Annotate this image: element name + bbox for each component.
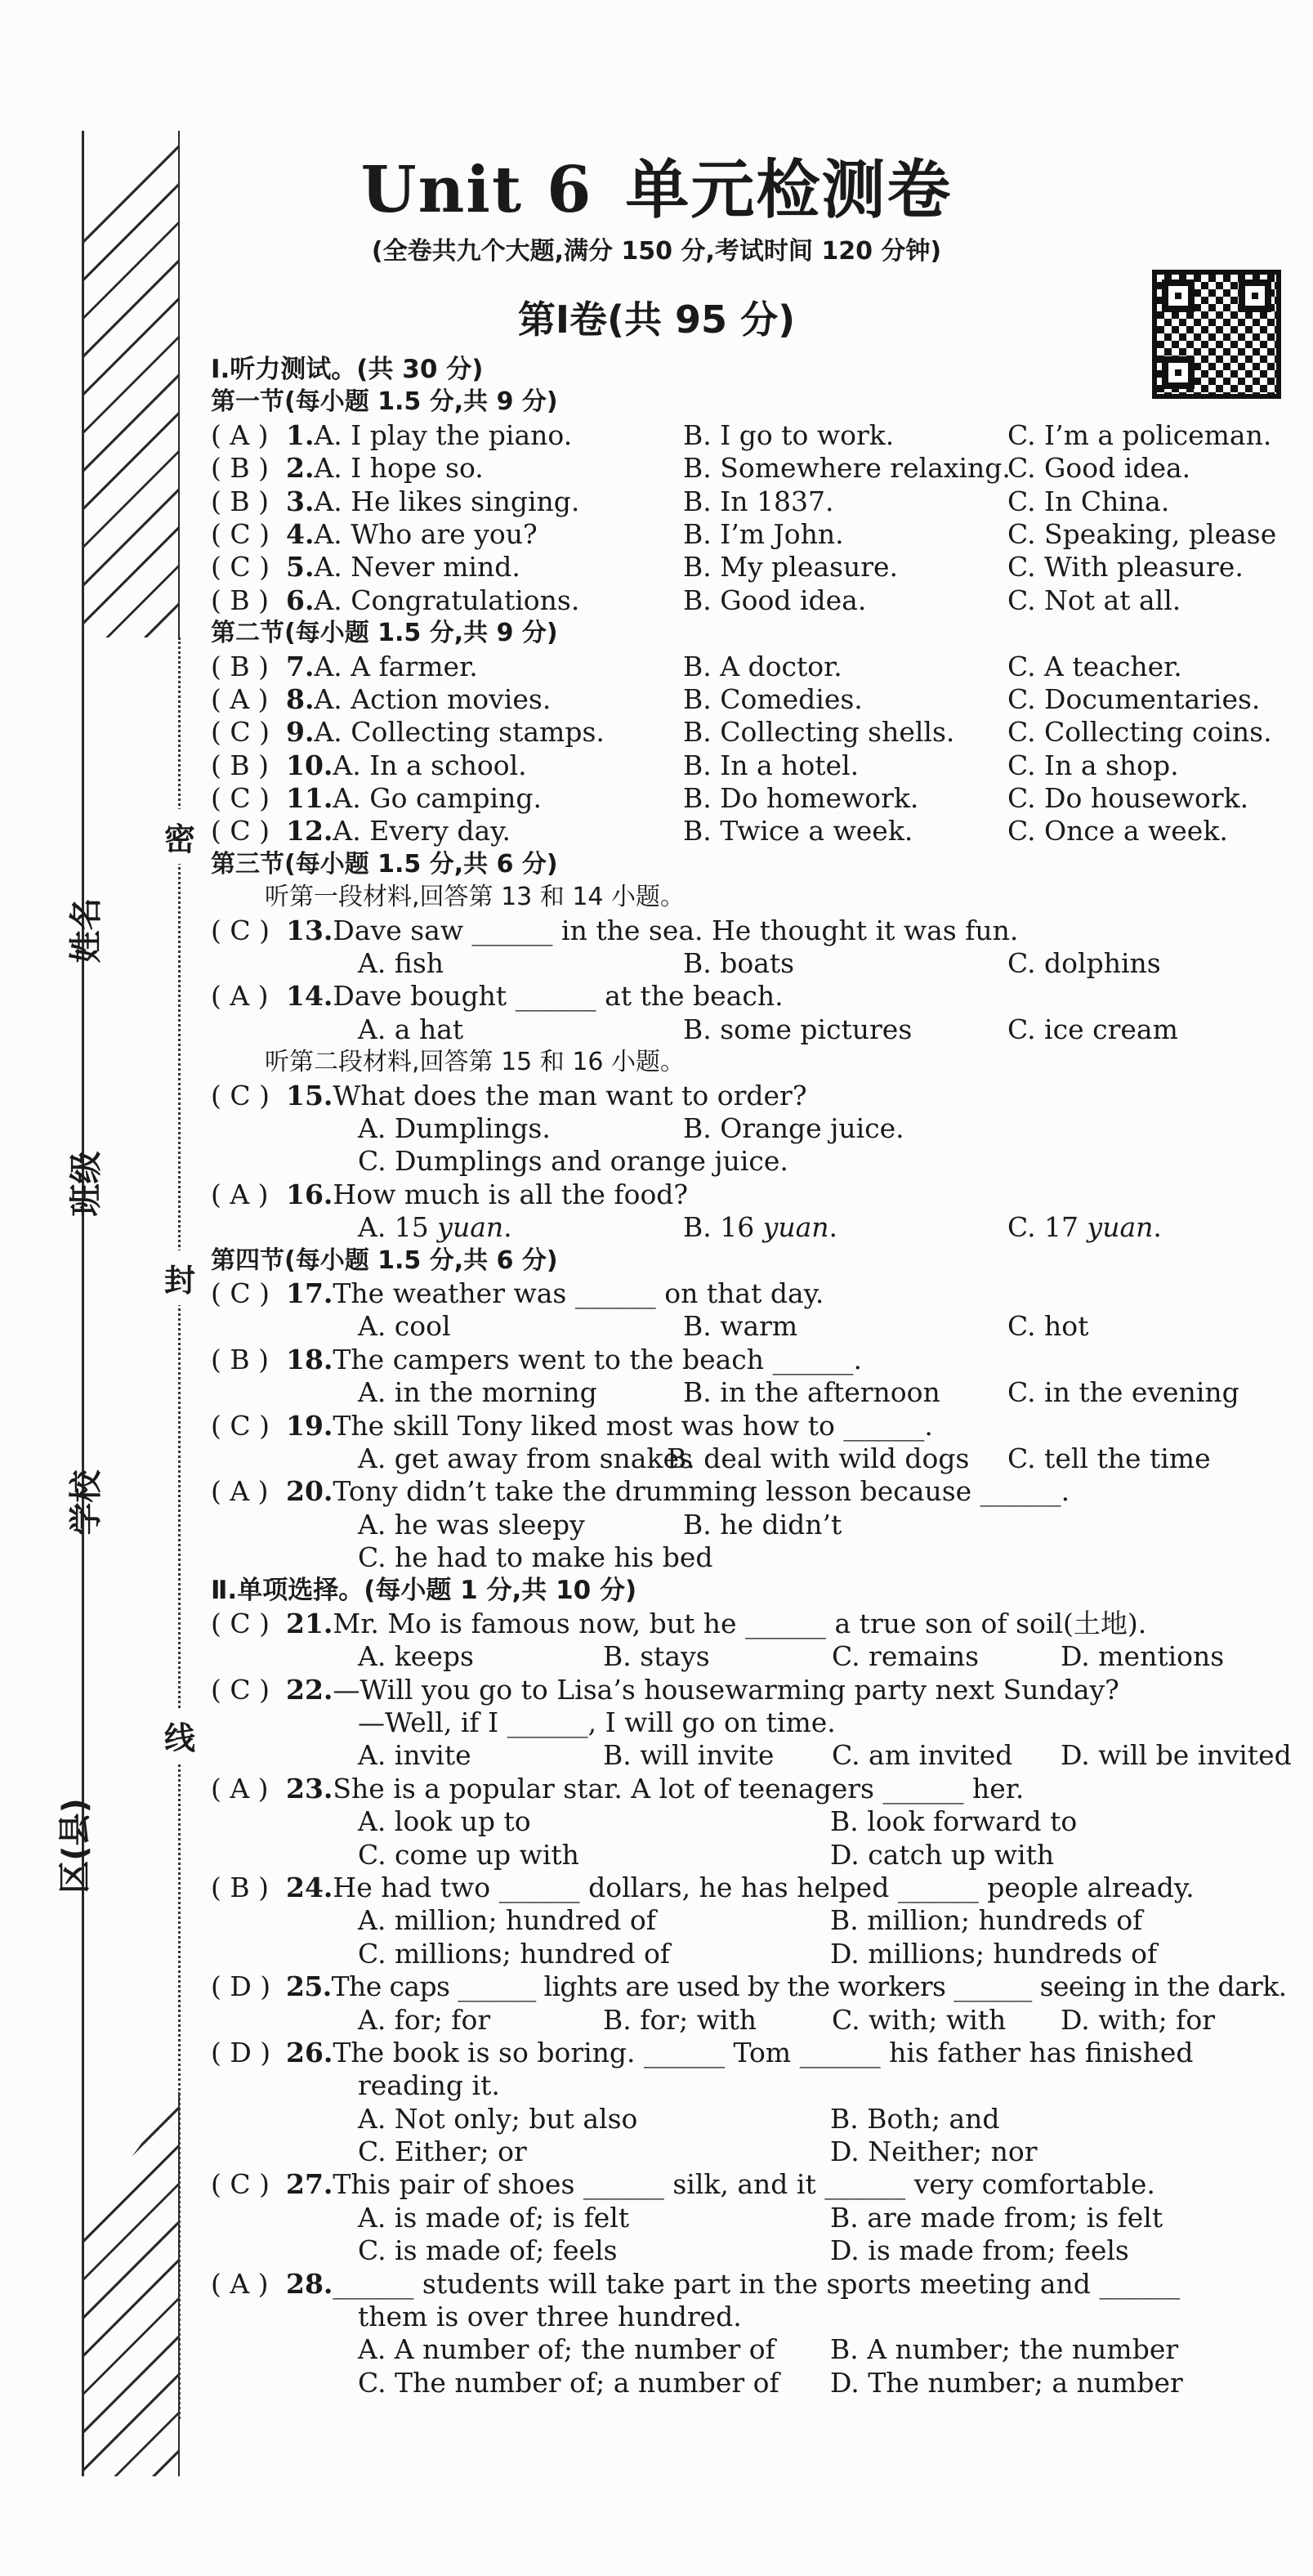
question-28-options-ab: A. A number of; the number of B. A number; the number: [358, 2333, 1179, 2366]
question-26-options-cd: C. Either; or D. Neither; nor: [358, 2135, 1038, 2168]
question-17-options: A. cool B. warm C. hot: [358, 1310, 1089, 1343]
seal-mi: 密: [163, 809, 196, 864]
question-16-options: A. 15 yuan. B. 16 yuan. C. 17 yuan.: [358, 1211, 1162, 1244]
question-4: ( C ) 4.A. Who are you? B. I’m John. C. Speaking, please: [211, 517, 1277, 550]
question-28-options-cd: C. The number of; a number of D. The number; a number: [358, 2366, 1183, 2399]
title-unit: Unit 6: [360, 153, 593, 227]
question-27: ( C ) 27.This pair of shoes ______ silk, and it ______ very comfortable.: [211, 2168, 1155, 2201]
question-10: ( B ) 10.A. In a school. B. In a hotel. C. In a shop.: [211, 749, 1179, 781]
question-18-options: A. in the morning B. in the afternoon C. in the evening: [358, 1376, 1239, 1409]
question-26-options-ab: A. Not only; but also B. Both; and: [358, 2102, 1000, 2135]
exam-content: [211, 353, 1292, 2399]
question-22: ( C ) 22.—Will you go to Lisa’s housewarming party next Sunday?: [211, 1673, 1119, 1706]
question-21: ( C ) 21.Mr. Mo is famous now, but he ______ a true son of soil(土地).: [211, 1607, 1147, 1639]
district-label: 区(县): [56, 1798, 94, 1894]
question-23-options-cd: C. come up with D. catch up with: [358, 1838, 1055, 1871]
question-20-option-c: C. he had to make his bed: [358, 1541, 713, 1574]
listening-heading: Ⅰ.听力测试。(共 30 分): [211, 355, 484, 384]
section-3-heading: 第三节(每小题 1.5 分,共 6 分): [211, 849, 558, 879]
question-12: ( C ) 12.A. Every day. B. Twice a week. C. Once a week.: [211, 815, 1228, 847]
question-21-options: A. keeps B. stays C. remains D. mentions: [358, 1640, 1225, 1673]
question-25: ( D ) 25.The caps ______ lights are used by the workers ______ seeing in the dark.: [211, 1970, 1287, 2003]
page-title: [0, 139, 1313, 230]
section-4-heading: 第四节(每小题 1.5 分,共 6 分): [211, 1246, 558, 1275]
question-1: ( A ) 1.A. I play the piano. B. I go to work. C. I’m a policeman.: [211, 418, 1272, 451]
question-17: ( C ) 17.The weather was ______ on that day.: [211, 1277, 824, 1309]
question-28: ( A ) 28.______ students will take part in the sports meeting and ______: [211, 2267, 1181, 2300]
question-14-options: A. a hat B. some pictures C. ice cream: [358, 1013, 1178, 1045]
binding-hatch-bottom: [82, 2092, 178, 2476]
part-title: 第Ⅰ卷(共 95 分): [517, 297, 796, 342]
question-13: ( C ) 13.Dave saw ______ in the sea. He thought it was fun.: [211, 914, 1019, 946]
question-26: ( D ) 26.The book is so boring. ______ Tom ______ his father has finished: [211, 2036, 1194, 2068]
question-9: ( C ) 9.A. Collecting stamps. B. Collecting shells. C. Collecting coins.: [211, 716, 1272, 749]
seal-feng: 封: [163, 1250, 196, 1305]
question-19: ( C ) 19.The skill Tony liked most was how to ______.: [211, 1409, 933, 1442]
question-23-options-ab: A. look up to B. look forward to: [358, 1805, 1078, 1838]
school-label: 学校: [67, 1469, 105, 1536]
section-1-heading: 第一节(每小题 1.5 分,共 9 分): [211, 387, 558, 417]
question-23: ( A ) 23.She is a popular star. A lot of teenagers ______ her.: [211, 1772, 1025, 1805]
question-22-options: A. invite B. will invite C. am invited D. will be invited: [358, 1739, 1292, 1772]
seal-xian: 线: [163, 1708, 196, 1763]
name-label: 姓名: [67, 897, 105, 964]
question-15-options: A. Dumplings. B. Orange juice.: [358, 1111, 904, 1144]
question-27-options-ab: A. is made of; is felt B. are made from; is felt: [358, 2201, 1163, 2234]
question-13-options: A. fish B. boats C. dolphins: [358, 947, 1161, 980]
question-22-line2: —Well, if I ______, I will go on time.: [358, 1706, 836, 1739]
question-3: ( B ) 3.A. He likes singing. B. In 1837. C. In China.: [211, 485, 1170, 517]
class-label: 班级: [67, 1151, 105, 1217]
question-15: ( C ) 15.What does the man want to order?: [211, 1079, 807, 1111]
question-14: ( A ) 14.Dave bought ______ at the beach.: [211, 980, 784, 1013]
exam-subtitle: (全卷共九个大题,满分 150 分,考试时间 120 分钟): [371, 237, 942, 266]
question-16: ( A ) 16.How much is all the food?: [211, 1178, 689, 1210]
question-11: ( C ) 11.A. Go camping. B. Do homework. C. Do housework.: [211, 782, 1249, 815]
title-cn: 单元检测卷: [625, 154, 953, 227]
seal-dotted-line: [178, 637, 181, 2419]
question-24-options-ab: A. million; hundred of B. million; hundreds of: [358, 1904, 1143, 1937]
question-8: ( A ) 8.A. Action movies. B. Comedies. C. Documentaries.: [211, 682, 1261, 715]
question-6: ( B ) 6.A. Congratulations. B. Good idea. C. Not at all.: [211, 584, 1181, 616]
question-5: ( C ) 5.A. Never mind. B. My pleasure. C. With pleasure.: [211, 551, 1244, 584]
question-15-option-c: C. Dumplings and orange juice.: [358, 1145, 788, 1178]
question-24-options-cd: C. millions; hundred of D. millions; hundreds of: [358, 1937, 1158, 1970]
binding-edge-bottom: [82, 2092, 84, 2476]
material-2-instruction: 听第二段材料,回答第 15 和 16 小题。: [265, 1048, 686, 1077]
question-20: ( A ) 20.Tony didn’t take the drumming lesson because ______.: [211, 1475, 1070, 1508]
question-19-options: A. get away from snakes B. deal with wild dogs C. tell the time: [358, 1442, 1211, 1474]
choice-heading: Ⅱ.单项选择。(每小题 1 分,共 10 分): [211, 1576, 637, 1606]
section-2-heading: 第二节(每小题 1.5 分,共 9 分): [211, 619, 558, 648]
question-2: ( B ) 2.A. I hope so. B. Somewhere relaxing. C. Good idea.: [211, 452, 1191, 485]
question-26-line2: reading it.: [358, 2069, 500, 2102]
question-28-line2: them is over three hundred.: [358, 2301, 742, 2333]
question-18: ( B ) 18.The campers went to the beach ______.: [211, 1343, 862, 1375]
question-7: ( B ) 7.A. A farmer. B. A doctor. C. A teacher.: [211, 650, 1182, 682]
question-20-options: A. he was sleepy B. he didn’t: [358, 1508, 842, 1541]
question-27-options-cd: C. is made of; feels D. is made from; feels: [358, 2234, 1129, 2267]
question-24: ( B ) 24.He had two ______ dollars, he has helped ______ people already.: [211, 1871, 1195, 1903]
question-25-options: A. for; for B. for; with C. with; with D. with; for: [358, 2003, 1216, 2036]
material-1-instruction: 听第一段材料,回答第 13 和 14 小题。: [265, 883, 686, 912]
